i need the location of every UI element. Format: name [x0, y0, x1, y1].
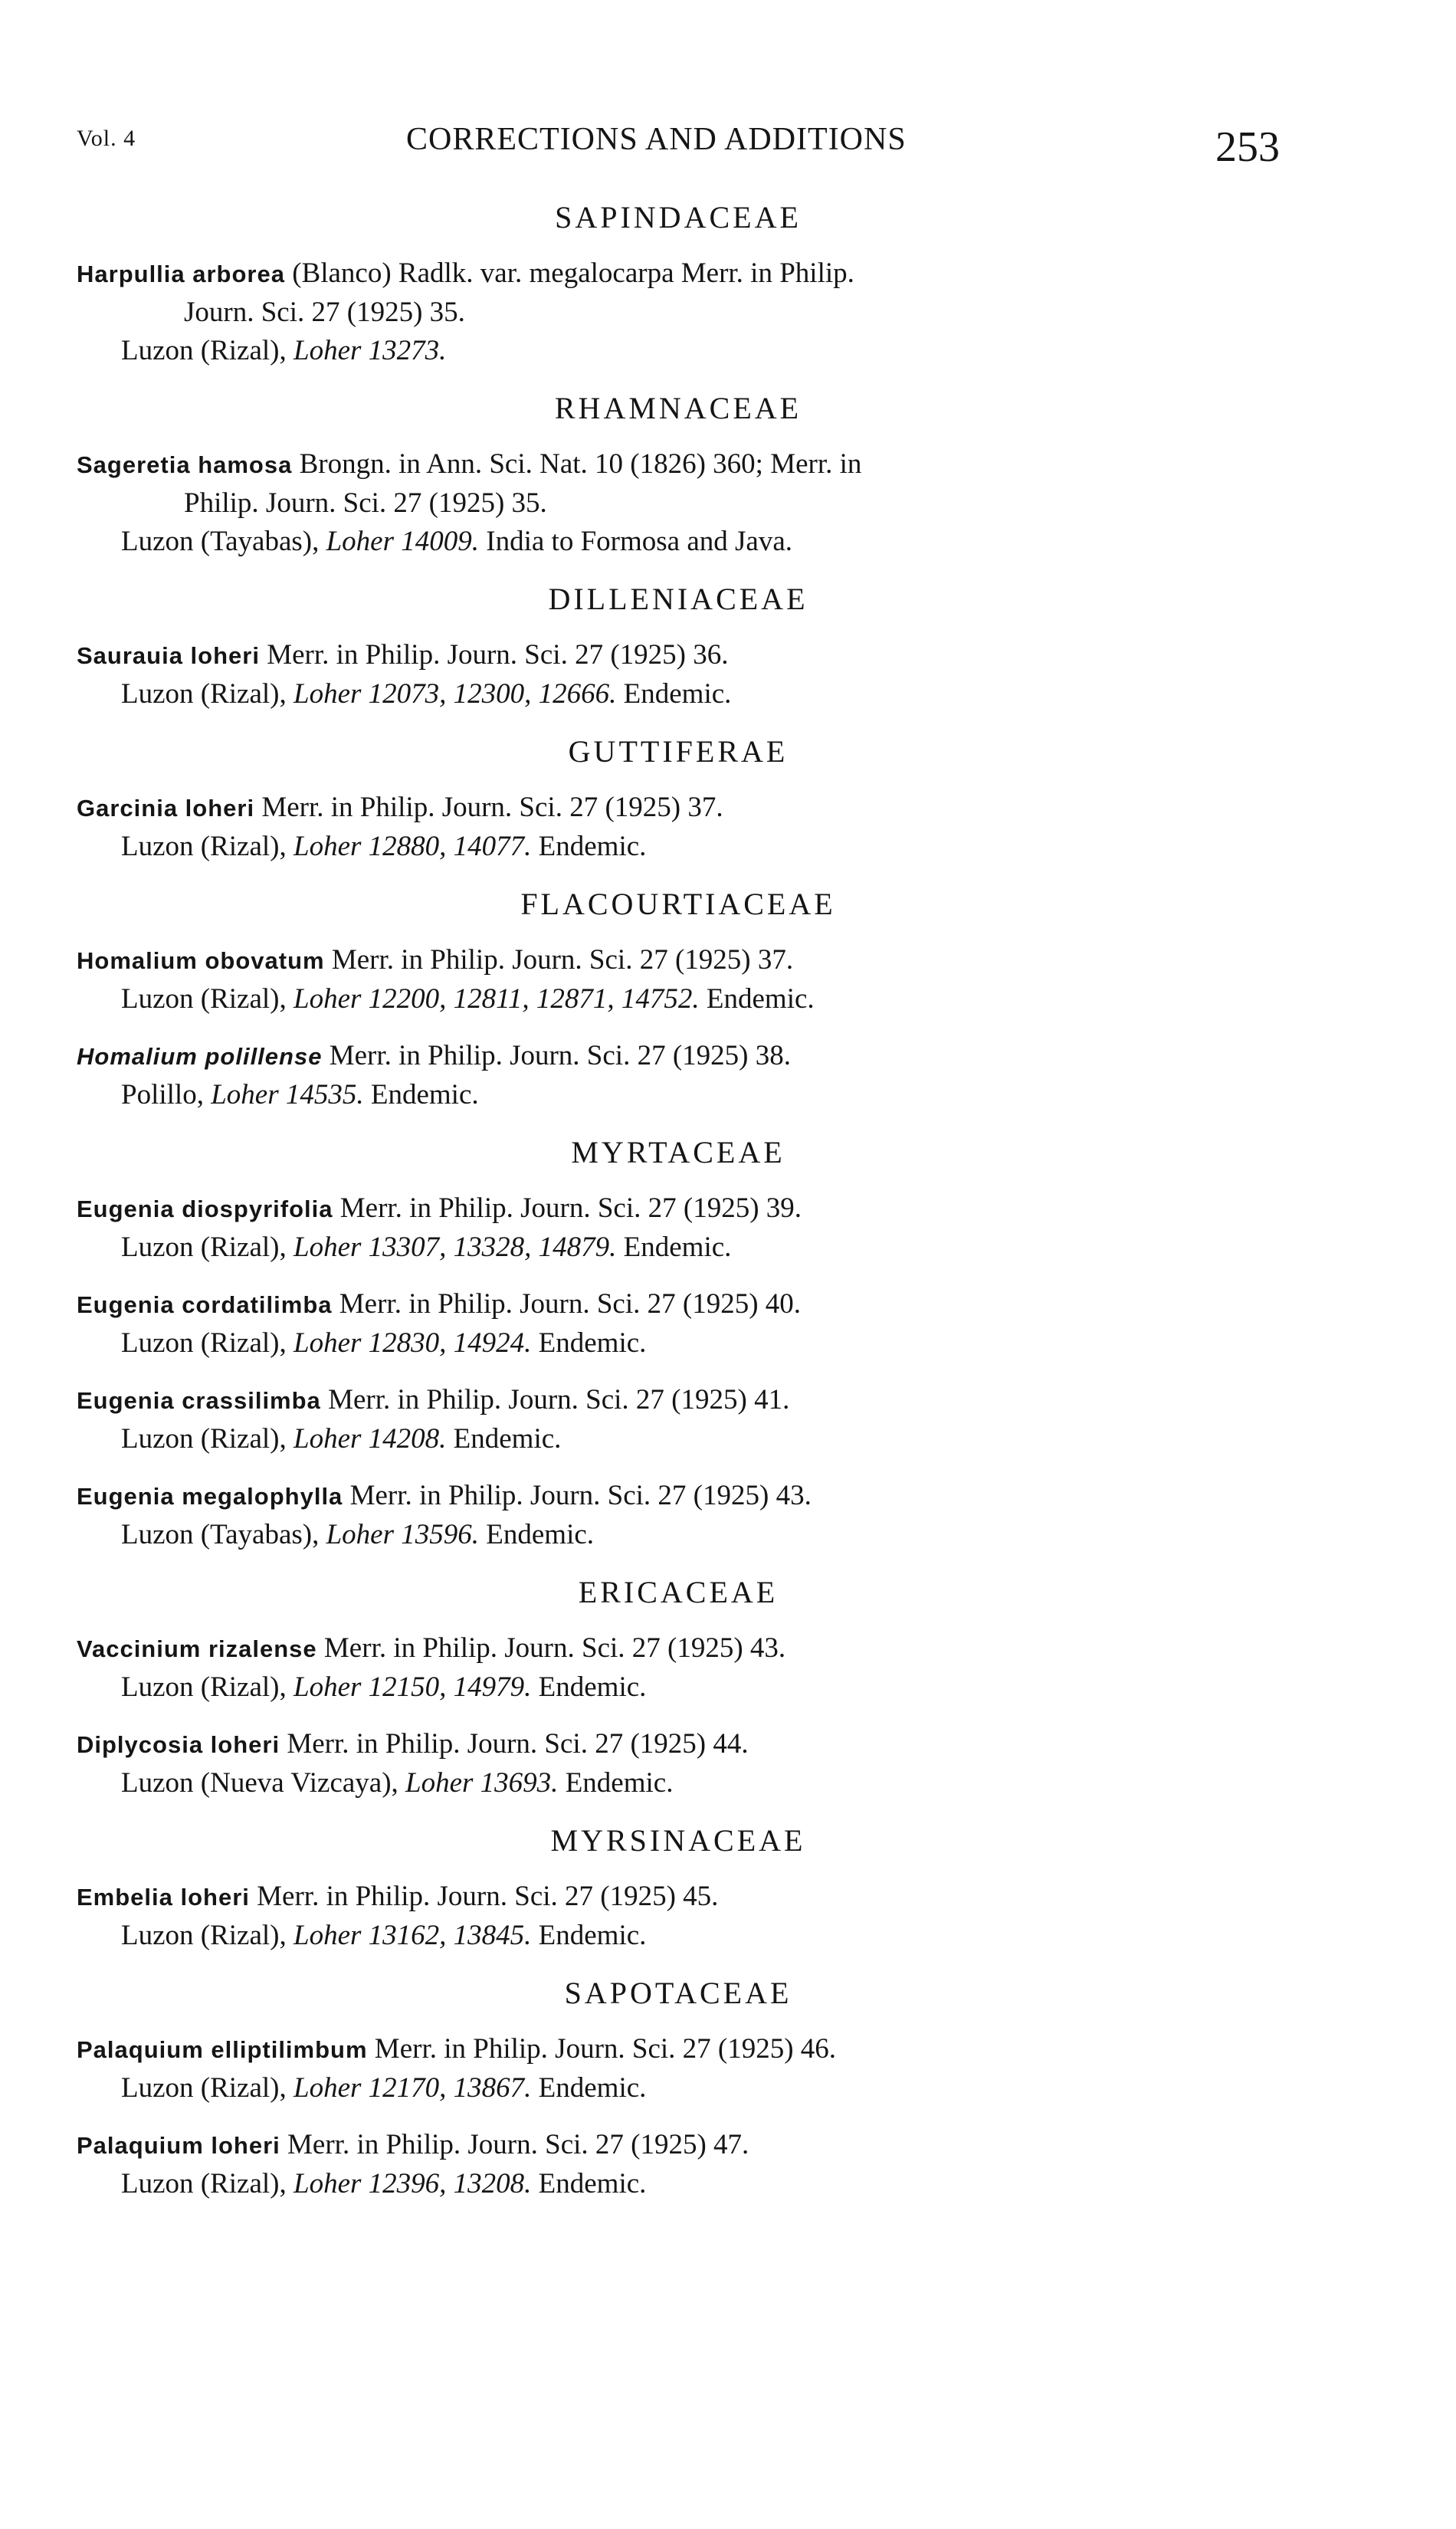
species-entry — [77, 941, 1280, 1018]
species-name: Homalium obovatum — [77, 947, 325, 974]
species-entry — [77, 789, 1280, 866]
locality: Luzon (Rizal), — [121, 1920, 287, 1951]
family-heading: RHAMNACEAE — [554, 391, 802, 425]
species-entry — [77, 1189, 1280, 1267]
citation-continuation: Philip. Journ. Sci. 27 (1925) 35. — [184, 487, 547, 519]
locality: Luzon (Rizal), — [121, 1423, 287, 1455]
specimen-line — [77, 1917, 1280, 1955]
page-number: 253 — [1215, 123, 1280, 171]
distribution: Endemic. — [538, 831, 647, 862]
family-heading: DILLENIACEAE — [548, 582, 808, 616]
specimen-line — [77, 675, 1280, 713]
running-title: CORRECTIONS AND ADDITIONS — [406, 122, 907, 157]
species-entry — [77, 2126, 1280, 2203]
citation-text: Merr. in Philip. Journ. Sci. 27 (1925) 41. — [328, 1384, 790, 1415]
citation-text: Merr. in Philip. Journ. Sci. 27 (1925) 45. — [257, 1881, 719, 1912]
entry-citation-line — [77, 1037, 1280, 1076]
collector-numbers: Loher 12170, 13867. — [293, 2072, 532, 2104]
collector-numbers: Loher 13307, 13328, 14879. — [293, 1232, 617, 1263]
locality: Luzon (Rizal), — [121, 1232, 287, 1263]
entry-citation-line — [77, 1189, 1280, 1228]
distribution: India to Formosa and Java. — [486, 526, 792, 557]
collector-numbers: Loher 14208. — [293, 1423, 447, 1455]
specimen-line — [77, 1516, 1280, 1554]
citation-text: Merr. in Philip. Journ. Sci. 27 (1925) 37. — [261, 792, 723, 823]
entry-citation-line — [77, 636, 1280, 675]
distribution: Endemic. — [538, 2168, 647, 2199]
citation-text: (Blanco) Radlk. var. megalocarpa Merr. in Philip. — [292, 257, 854, 289]
species-name: Saurauia loheri — [77, 642, 260, 669]
citation-text: Merr. in Philip. Journ. Sci. 27 (1925) 37. — [331, 944, 794, 976]
distribution: Endemic. — [538, 1920, 647, 1951]
species-entry — [77, 636, 1280, 713]
specimen-line — [77, 1228, 1280, 1267]
locality: Luzon (Tayabas), — [121, 526, 320, 557]
citation-text: Merr. in Philip. Journ. Sci. 27 (1925) 40. — [339, 1288, 802, 1320]
citation-text: Merr. in Philip. Journ. Sci. 27 (1925) 36. — [267, 639, 729, 671]
species-name: Garcinia loheri — [77, 795, 255, 822]
collector-numbers: Loher 13596. — [326, 1519, 480, 1550]
specimen-line — [77, 1764, 1280, 1802]
entry-citation-line — [77, 445, 1280, 484]
locality: Luzon (Tayabas), — [121, 1519, 320, 1550]
distribution: Endemic. — [538, 1671, 647, 1703]
specimen-line — [77, 332, 1280, 370]
citation-text: Merr. in Philip. Journ. Sci. 27 (1925) 38. — [329, 1040, 791, 1071]
entry-citation-line — [77, 1629, 1280, 1668]
collector-numbers: Loher 13693. — [405, 1767, 559, 1799]
locality: Luzon (Rizal), — [121, 1671, 287, 1703]
species-entry — [77, 254, 1280, 370]
distribution: Endemic. — [538, 2072, 647, 2104]
species-name: Homalium polillense — [77, 1043, 323, 1070]
locality: Polillo, — [121, 1079, 204, 1110]
citation-text: Merr. in Philip. Journ. Sci. 27 (1925) 43. — [349, 1480, 812, 1511]
distribution: Endemic. — [453, 1423, 562, 1455]
running-header — [77, 121, 1280, 175]
collector-numbers: Loher 12200, 12811, 12871, 14752. — [293, 983, 700, 1015]
family-heading: GUTTIFERAE — [568, 734, 789, 769]
distribution: Endemic. — [623, 678, 732, 710]
species-name: Eugenia cordatilimba — [77, 1291, 333, 1318]
specimen-line — [77, 1420, 1280, 1458]
species-name: Eugenia megalophylla — [77, 1483, 343, 1510]
entry-citation-line — [77, 1477, 1280, 1516]
collector-numbers: Loher 13162, 13845. — [293, 1920, 532, 1951]
citation-text: Merr. in Philip. Journ. Sci. 27 (1925) 47. — [287, 2129, 749, 2160]
entry-citation-line — [77, 941, 1280, 980]
distribution: Endemic. — [623, 1232, 732, 1263]
species-entry — [77, 1878, 1280, 1955]
collector-numbers: Loher 12880, 14077. — [293, 831, 532, 862]
species-name: Eugenia crassilimba — [77, 1387, 321, 1414]
citation-text: Merr. in Philip. Journ. Sci. 27 (1925) 39. — [339, 1192, 802, 1224]
distribution: Endemic. — [486, 1519, 595, 1550]
species-name: Embelia loheri — [77, 1884, 250, 1911]
collector-numbers: Loher 12830, 14924. — [293, 1327, 532, 1359]
distribution: Endemic. — [706, 983, 815, 1015]
citation-text: Merr. in Philip. Journ. Sci. 27 (1925) 46. — [374, 2033, 837, 2065]
distribution: Endemic. — [565, 1767, 674, 1799]
entry-citation-line — [77, 1285, 1280, 1324]
specimen-line — [77, 828, 1280, 866]
entry-citation-line — [77, 254, 1280, 294]
species-entry — [77, 1477, 1280, 1554]
citation-continuation: Journ. Sci. 27 (1925) 35. — [184, 297, 465, 328]
specimen-line — [77, 523, 1280, 561]
locality: Luzon (Rizal), — [121, 2072, 287, 2104]
collector-numbers: Loher 12150, 14979. — [293, 1671, 532, 1703]
species-entry — [77, 445, 1280, 561]
species-entry — [77, 2030, 1280, 2108]
family-heading: SAPINDACEAE — [555, 200, 802, 235]
locality: Luzon (Nueva Vizcaya), — [121, 1767, 398, 1799]
locality: Luzon (Rizal), — [121, 983, 287, 1015]
collector-numbers: Loher 12073, 12300, 12666. — [293, 678, 617, 710]
locality: Luzon (Rizal), — [121, 678, 287, 710]
collector-numbers: Loher 14535. — [211, 1079, 364, 1110]
species-entry — [77, 1725, 1280, 1802]
locality: Luzon (Rizal), — [121, 2168, 287, 2199]
species-name: Vaccinium rizalense — [77, 1635, 317, 1662]
species-name: Palaquium elliptilimbum — [77, 2036, 368, 2063]
citation-text: Merr. in Philip. Journ. Sci. 27 (1925) 43. — [323, 1632, 786, 1664]
locality: Luzon (Rizal), — [121, 831, 287, 862]
species-name: Palaquium loheri — [77, 2132, 280, 2159]
distribution: Endemic. — [370, 1079, 479, 1110]
family-heading: MYRTACEAE — [571, 1135, 785, 1169]
species-name: Harpullia arborea — [77, 261, 285, 287]
collector-numbers: Loher 14009. — [326, 526, 480, 557]
page-body — [77, 198, 1280, 2222]
collector-numbers: Loher 12396, 13208. — [293, 2168, 532, 2199]
citation-text: Brongn. in Ann. Sci. Nat. 10 (1826) 360; Merr. in — [299, 448, 862, 480]
species-entry — [77, 1037, 1280, 1114]
species-entry — [77, 1285, 1280, 1363]
species-name: Diplycosia loheri — [77, 1731, 280, 1758]
specimen-line — [77, 1076, 1280, 1114]
family-heading: ERICACEAE — [578, 1575, 779, 1609]
specimen-line — [77, 1668, 1280, 1707]
family-heading: FLACOURTIACEAE — [520, 887, 836, 921]
entry-citation-line — [77, 1381, 1280, 1420]
entry-citation-line — [77, 2030, 1280, 2069]
family-heading: SAPOTACEAE — [564, 1976, 792, 2010]
distribution: Endemic. — [538, 1327, 647, 1359]
entry-citation-line — [77, 2126, 1280, 2165]
locality: Luzon (Rizal), — [121, 1327, 287, 1359]
family-heading: MYRSINACEAE — [550, 1823, 806, 1858]
entry-citation-line — [77, 1725, 1280, 1764]
specimen-line — [77, 980, 1280, 1018]
specimen-line — [77, 2165, 1280, 2203]
species-entry — [77, 1381, 1280, 1458]
entry-citation-line — [77, 789, 1280, 828]
specimen-line — [77, 1324, 1280, 1363]
specimen-line — [77, 2069, 1280, 2108]
entry-citation-line — [77, 1878, 1280, 1917]
volume-label: Vol. 4 — [77, 126, 136, 151]
species-name: Eugenia diospyrifolia — [77, 1196, 333, 1222]
locality: Luzon (Rizal), — [121, 335, 287, 366]
citation-text: Merr. in Philip. Journ. Sci. 27 (1925) 44. — [287, 1728, 749, 1760]
species-entry — [77, 1629, 1280, 1707]
collector-numbers: Loher 13273. — [293, 335, 447, 366]
species-name: Sageretia hamosa — [77, 451, 293, 478]
